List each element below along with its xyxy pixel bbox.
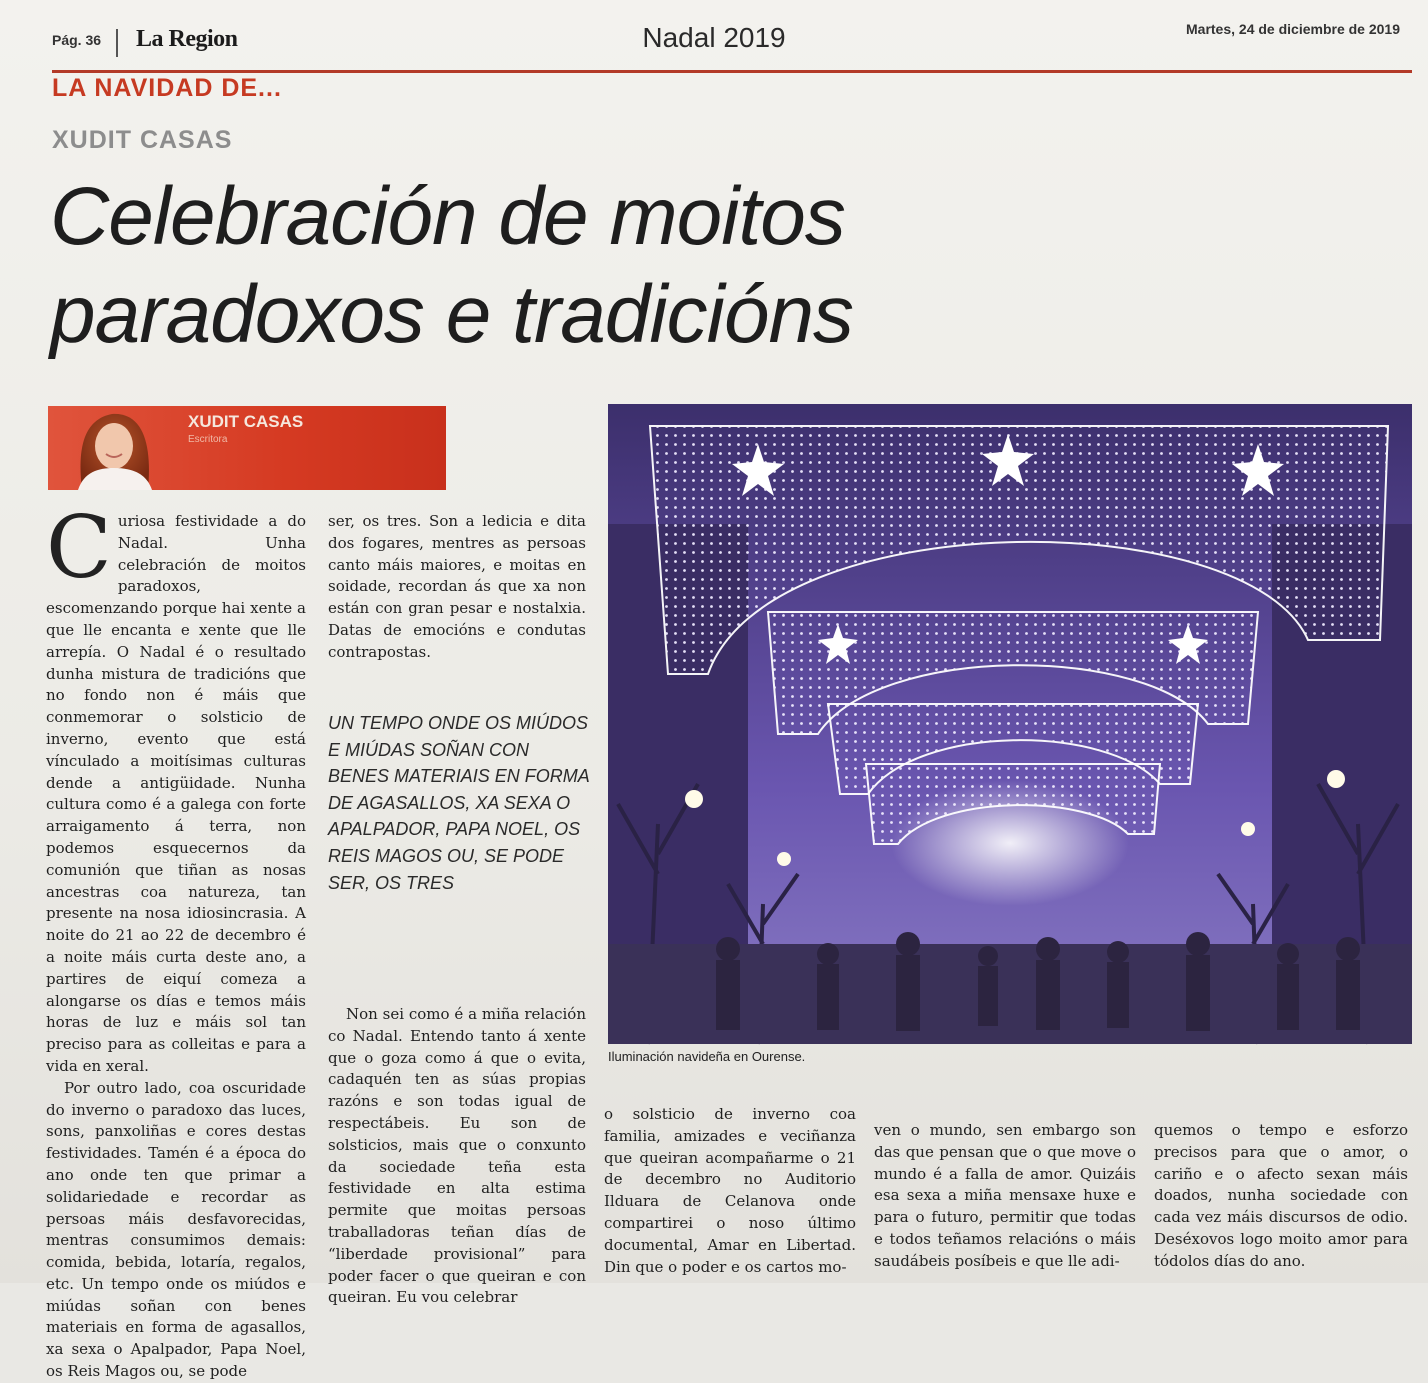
paragraph: Por outro lado, coa oscuridade do inverno o paradoxo das luces, sons, panxoliñas e cores destas festividades. Tamén é a época do ano onde ten que primar a solidariedade e recordar as persoas máis desfavorecidas, mentras consumimos demais: comida, bebida, lotaría, regalos, etc. Un tempo onde os miúdos e miúdas soñan con benes materiais en forma de agasallos, xa sexa o Apalpador, Papa Noel, os Reis Magos ou, se pode (46, 1078, 306, 1381)
article-kicker: LA NAVIDAD DE... (52, 74, 282, 102)
headline-line-2: paradoxos e tradicións (50, 269, 854, 360)
paragraph: o solsticio de inverno coa familia, amizades e veciñanza que queiran acompañarme o 21 de decembro no Auditorio Ilduara de Celanova onde compartirei o noso último documental, Amar en Libertad. Din que o poder e os cartos mo- (604, 1105, 856, 1276)
paragraph: quemos o tempo e esforzo precisos para que o amor, o cariño e o afecto sexan máis doados, nunha sociedade con cada vez máis discursos de odio. Deséxovos logo moito amor para tódolos días do ano. (1154, 1121, 1408, 1270)
page-number: Pág. 36 (52, 32, 102, 48)
article-column-1 (46, 498, 306, 1381)
paragraph: ser, os tres. Son a ledicia e dita dos fogares, mentres as persoas canto máis maiores, e moitas en soidade, recordan ás que xa non están con gran pesar e nostalxia. Datas de emocións e condutas contrapostas. (328, 512, 586, 661)
pull-quote: UN TEMPO ONDE OS MIÚDOS E MIÚDAS SOÑAN CON BENES MATERIAIS EN FORMA DE AGASALLOS, XA SEXA O APALPADOR, PAPA NOEL, OS REIS MAGOS OU, SE PODE SER, OS TRES (328, 713, 590, 893)
christmas-lights-photo (608, 404, 1412, 1044)
author-name: XUDIT CASAS (188, 412, 304, 431)
drop-cap: C (46, 498, 112, 598)
author-role: Escritora (188, 434, 228, 445)
headline-line-1: Celebración de moitos (50, 171, 845, 262)
street-lights-illustration (608, 404, 1412, 1044)
article-column-3 (604, 1104, 856, 1278)
photo-caption: Iluminación navideña en Ourense. (608, 1049, 806, 1064)
article-column-2-bottom (328, 1004, 586, 1309)
section-rule (52, 70, 1412, 73)
article-headline (50, 168, 1130, 364)
section-title: Nadal 2019 (642, 22, 786, 53)
article-column-5 (1154, 1120, 1408, 1273)
paragraph: ven o mundo, sen embargo son das que pensan que o que move o mundo é a falla de amor. Quizáis esa sexa a miña mensaxe huxe e para o futuro, permitir que todas e todos teñamos relacións o máis saudábeis posíbeis e que lle adi- (874, 1121, 1136, 1270)
article-column-2-top (328, 511, 586, 664)
author-box (48, 406, 446, 490)
article-byline: XUDIT CASAS (52, 126, 233, 154)
paragraph: Non sei como é a miña relación co Nadal. Entendo tanto á xente que o goza como á que o evita, cadaquén ten as súas propias razóns e son todas igual de respectábeis. Eu son de solsticios, mais que o conxunto da sociedade teña esta festividade en alta estima permite que moitas persoas traballadoras teñan días de “liberdade provisional” para poder facer o que queiran e con queiran. Eu vou celebrar (328, 1005, 586, 1307)
newspaper-logo: La Region (136, 26, 238, 52)
paragraph: uriosa festividade a do Nadal. Unha celebración de moitos paradoxos, escomenzando porque hai xente a que lle encanta e xente que lle arrepía. O Nadal é o resultado dunha mistura de tradicións que no fondo non é máis que conmemorar o solsticio de inverno, evento que está vínculado a moitísimas culturas dende a antigüidade. Nunha cultura como é a galega con forte arraigamento á terra, non podemos esquecernos da comunión que tiñan as nosas ancestras coa natureza, tan presente na nosa idiosincrasia. A noite do 21 ao 22 de decembro é a noite máis curta deste ano, a partires de eiquí comeza a alongarse os días e temos máis horas de luz e máis sol tan preciso para as colleitas e para a vida en xeral. (46, 512, 306, 1075)
issue-date: Martes, 24 de diciembre de 2019 (1186, 21, 1400, 37)
article-column-4 (874, 1120, 1136, 1273)
author-photo (60, 406, 170, 490)
